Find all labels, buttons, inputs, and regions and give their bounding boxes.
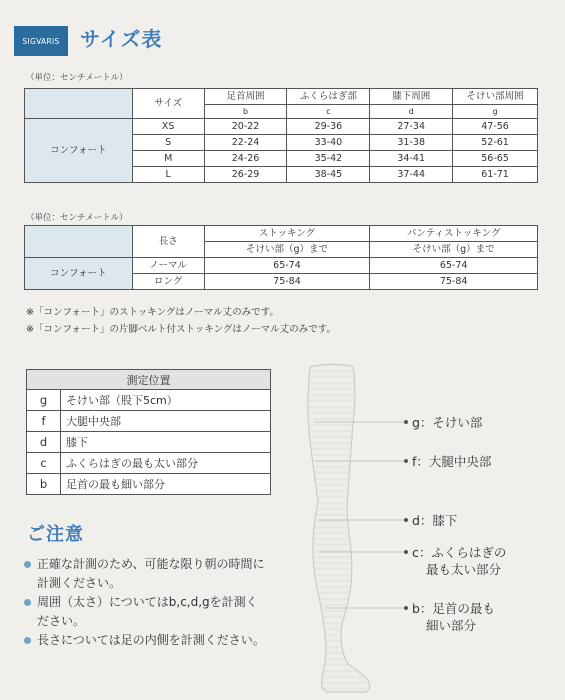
size-cell: L (132, 167, 204, 183)
length-header: 長さ (132, 226, 204, 258)
value-cell: 61-71 (453, 167, 538, 183)
table-row (27, 453, 271, 474)
value-cell: 29-36 (287, 119, 370, 135)
value-cell: 75-84 (204, 274, 370, 290)
measure-code: d (27, 432, 61, 453)
leg-label-d: d：膝下 (412, 513, 458, 528)
value-cell: 27-34 (370, 119, 453, 135)
table-row (27, 474, 271, 495)
table-row (27, 432, 271, 453)
length-table (24, 225, 538, 290)
value-cell: 47-56 (453, 119, 538, 135)
value-cell: 31-38 (370, 135, 453, 151)
footnotes (26, 304, 336, 338)
measure-label: 大腿中央部 (61, 411, 271, 432)
value-cell: 65-74 (204, 258, 370, 274)
value-cell: 38-45 (287, 167, 370, 183)
size-cell: S (132, 135, 204, 151)
size-cell: XS (132, 119, 204, 135)
caution-title: ご注意 (27, 524, 84, 545)
col-header: 足首周囲 (204, 89, 287, 105)
leg-label-c (412, 544, 506, 578)
leg-label-b-line1: b：足首の最も (412, 601, 495, 616)
group-label: コンフォート (25, 258, 133, 290)
caution-item: 長さについては足の内側を計測ください。 (22, 631, 267, 650)
length-cell: ノーマル (132, 258, 204, 274)
size-cell: M (132, 151, 204, 167)
table-row (27, 390, 271, 411)
table-row (27, 411, 271, 432)
measure-title: 測定位置 (27, 370, 271, 390)
sigvaris-logo: SIGVARIS (14, 26, 68, 56)
col-header: 膝下周囲 (370, 89, 453, 105)
value-cell: 20-22 (204, 119, 287, 135)
value-cell: 26-29 (204, 167, 287, 183)
col-header: そけい部周囲 (453, 89, 538, 105)
leg-label-b-line2: 細い部分 (426, 618, 477, 633)
page-title: サイズ表 (80, 27, 163, 51)
leg-label-g: g：そけい部 (412, 415, 483, 430)
measure-code: f (27, 411, 61, 432)
col-header: ストッキング (204, 226, 370, 242)
table-row (25, 258, 538, 274)
caution-item: 周囲（太さ）についてはb,c,d,gを計測ください。 (22, 593, 267, 631)
leg-label-c-line1: c：ふくらはぎの (412, 545, 507, 560)
measure-table (26, 369, 271, 495)
footnote: ※「コンフォート」のストッキングはノーマル丈のみです。 (26, 307, 279, 318)
col-subheader: c (287, 105, 370, 119)
leg-figure-icon (270, 362, 410, 700)
caution-item: 正確な計測のため、可能な限り朝の時間に計測ください。 (22, 555, 267, 593)
value-cell: 24-26 (204, 151, 287, 167)
value-cell: 56-65 (453, 151, 538, 167)
col-subheader: そけい部（g）まで (204, 242, 370, 258)
value-cell: 75-84 (370, 274, 538, 290)
size-table (24, 88, 538, 183)
length-cell: ロング (132, 274, 204, 290)
unit-note-1: （単位：センチメートル） (26, 73, 128, 83)
col-header: パンティストッキング (370, 226, 538, 242)
caution-list (22, 555, 267, 650)
value-cell: 37-44 (370, 167, 453, 183)
measure-label: 足首の最も細い部分 (61, 474, 271, 495)
value-cell: 35-42 (287, 151, 370, 167)
value-cell: 33-40 (287, 135, 370, 151)
table-row (25, 119, 538, 135)
col-subheader: そけい部（g）まで (370, 242, 538, 258)
size-header: サイズ (132, 89, 204, 119)
col-subheader: g (453, 105, 538, 119)
col-subheader: b (204, 105, 287, 119)
leg-label-b (412, 600, 495, 634)
unit-note-2: （単位：センチメートル） (26, 213, 128, 223)
value-cell: 34-41 (370, 151, 453, 167)
value-cell: 52-61 (453, 135, 538, 151)
measure-label: そけい部（股下5cm） (61, 390, 271, 411)
footnote: ※「コンフォート」の片脚ベルト付ストッキングはノーマル丈のみです。 (26, 324, 336, 335)
col-header: ふくらはぎ部 (287, 89, 370, 105)
measure-code: b (27, 474, 61, 495)
blank-corner (25, 89, 133, 119)
measure-label: ふくらはぎの最も太い部分 (61, 453, 271, 474)
measure-code: g (27, 390, 61, 411)
value-cell: 65-74 (370, 258, 538, 274)
leg-label-f: f：大腿中央部 (412, 454, 492, 469)
col-subheader: d (370, 105, 453, 119)
value-cell: 22-24 (204, 135, 287, 151)
measure-label: 膝下 (61, 432, 271, 453)
measure-code: c (27, 453, 61, 474)
leg-illustration (270, 362, 410, 700)
group-label: コンフォート (25, 119, 133, 183)
blank-corner (25, 226, 133, 258)
leg-label-c-line2: 最も太い部分 (426, 562, 502, 577)
